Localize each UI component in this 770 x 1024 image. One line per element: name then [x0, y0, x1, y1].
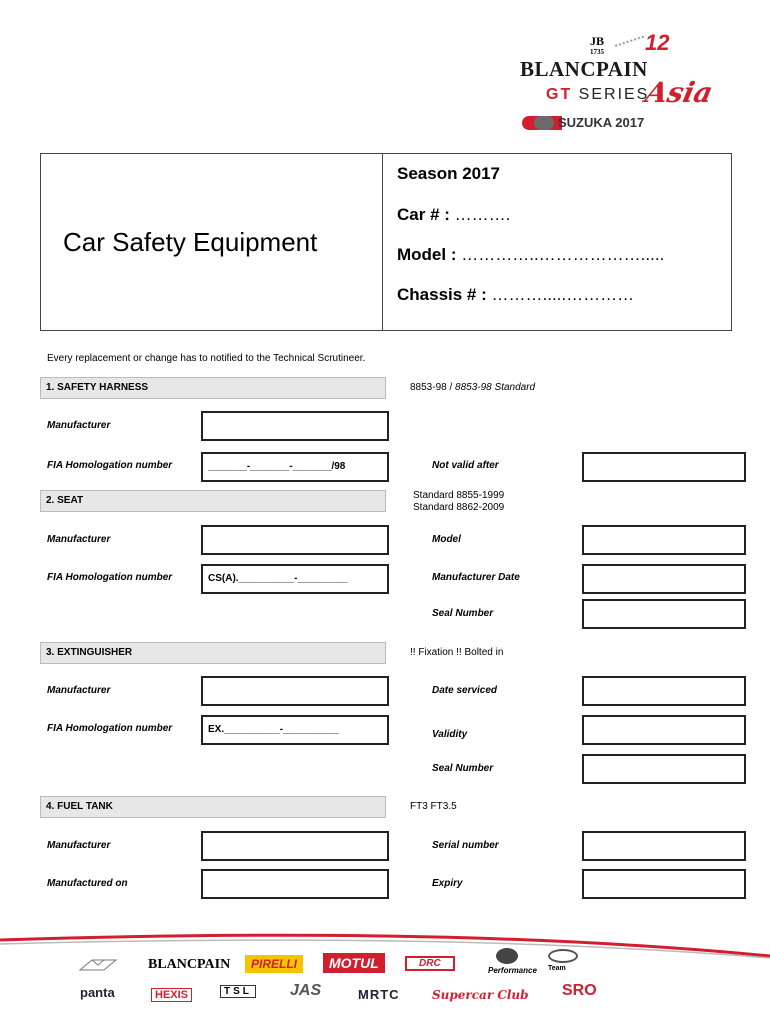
title-box [40, 153, 732, 331]
extinguisher-manufacturer-field[interactable] [201, 676, 389, 706]
sponsor-performance: Performance [488, 966, 537, 975]
sponsor-jas: JAS [290, 982, 322, 999]
fuel-tank-serial-field[interactable] [582, 831, 746, 861]
region-name: Asia [642, 76, 716, 109]
brand-name: BLANCPAIN [520, 57, 648, 81]
sponsor-performance-emblem [496, 948, 518, 964]
sponsor-blancpain: BLANCPAIN [148, 957, 231, 972]
model-line: Model : …………..………………..... [397, 245, 665, 264]
harness-manufacturer-field[interactable] [201, 411, 389, 441]
chassis-line: Chassis # : ……….....………… [397, 285, 635, 304]
section-safety-harness: 1. SAFETY HARNESS [40, 377, 386, 399]
season-label: Season 2017 [397, 164, 501, 183]
section-fuel-tank: 4. FUEL TANK [40, 796, 386, 818]
series-name: GT SERIES [546, 86, 650, 103]
footer-swoosh [0, 930, 770, 960]
sponsor-mrtc: MRTC [358, 987, 400, 1002]
seat-standard-2: Standard 8862-2009 [413, 502, 505, 513]
extinguisher-options: !! Fixation !! Bolted in [410, 647, 504, 658]
harness-standard: 8853-98 / 8853-98 Standard [410, 382, 536, 393]
fuel-tank-manufacturer-field[interactable] [201, 831, 389, 861]
extinguisher-date-serviced-field[interactable] [582, 676, 746, 706]
sponsor-panta: panta [80, 985, 115, 1000]
sponsor-supercar-club: Supercar Club [432, 988, 529, 1002]
edition-number: 12 [645, 30, 670, 55]
section-seat: 2. SEAT [40, 490, 386, 512]
page-title: Car Safety Equipment [63, 227, 318, 257]
harness-manufacturer-label: Manufacturer [47, 420, 111, 431]
fuel-tank-options: FT3 FT3.5 [410, 801, 457, 812]
extinguisher-validity-label: Validity [432, 729, 468, 740]
extinguisher-manufacturer-label: Manufacturer [47, 685, 111, 696]
jb-mark: JB 1735 [590, 34, 605, 56]
extinguisher-homologation-field[interactable]: EX.__________-__________ [201, 715, 389, 745]
fuel-tank-serial-label: Serial number [432, 840, 499, 851]
sponsor-motul: MOTUL [323, 953, 385, 973]
seat-homologation-label: FIA Homologation number [47, 572, 173, 583]
scrutineer-note: Every replacement or change has to notified to the Technical Scrutineer. [47, 353, 366, 364]
seat-standard-1: Standard 8855-1999 [413, 490, 505, 501]
seat-manufacturer-field[interactable] [201, 525, 389, 555]
seat-model-label: Model [432, 534, 461, 545]
seat-manufacturer-date-label: Manufacturer Date [432, 572, 520, 583]
harness-not-valid-field[interactable] [582, 452, 746, 482]
seat-manufacturer-date-field[interactable] [582, 564, 746, 594]
sponsor-hexis: HEXIS [151, 988, 192, 1002]
sponsor-team: Team [548, 965, 566, 972]
car-number-line: Car # : ………. [397, 205, 511, 224]
fuel-tank-manufactured-on-field[interactable] [201, 869, 389, 899]
sponsor-logo-flag [78, 958, 118, 974]
seat-model-field[interactable] [582, 525, 746, 555]
harness-homologation-label: FIA Homologation number [47, 460, 173, 471]
sponsor-pirelli: PIRELLI [245, 955, 303, 973]
section-extinguisher: 3. EXTINGUISHER [40, 642, 386, 664]
extinguisher-homologation-label: FIA Homologation number [47, 723, 173, 734]
sponsor-sro: SRO [562, 982, 597, 999]
sponsor-team-emblem [548, 949, 578, 963]
extinguisher-seal-label: Seal Number [432, 763, 494, 774]
sponsor-drc: DRC [405, 956, 455, 971]
harness-homologation-field[interactable]: _______-_______-_______/98 [201, 452, 389, 482]
event-name: SUZUKA 2017 [558, 115, 645, 130]
fuel-tank-manufactured-on-label: Manufactured on [47, 878, 128, 889]
extinguisher-validity-field[interactable] [582, 715, 746, 745]
harness-not-valid-label: Not valid after [432, 460, 499, 471]
extinguisher-seal-field[interactable] [582, 754, 746, 784]
extinguisher-date-serviced-label: Date serviced [432, 685, 498, 696]
seat-seal-field[interactable] [582, 599, 746, 629]
fuel-tank-expiry-field[interactable] [582, 869, 746, 899]
seat-homologation-field[interactable]: CS(A).__________-_________ [201, 564, 389, 594]
fuel-tank-expiry-label: Expiry [432, 878, 463, 889]
seat-manufacturer-label: Manufacturer [47, 534, 111, 545]
sponsor-tsl: TSL [220, 985, 256, 998]
seat-seal-label: Seal Number [432, 608, 494, 619]
blancpain-gt-asia-logo [512, 30, 716, 140]
fuel-tank-manufacturer-label: Manufacturer [47, 840, 111, 851]
